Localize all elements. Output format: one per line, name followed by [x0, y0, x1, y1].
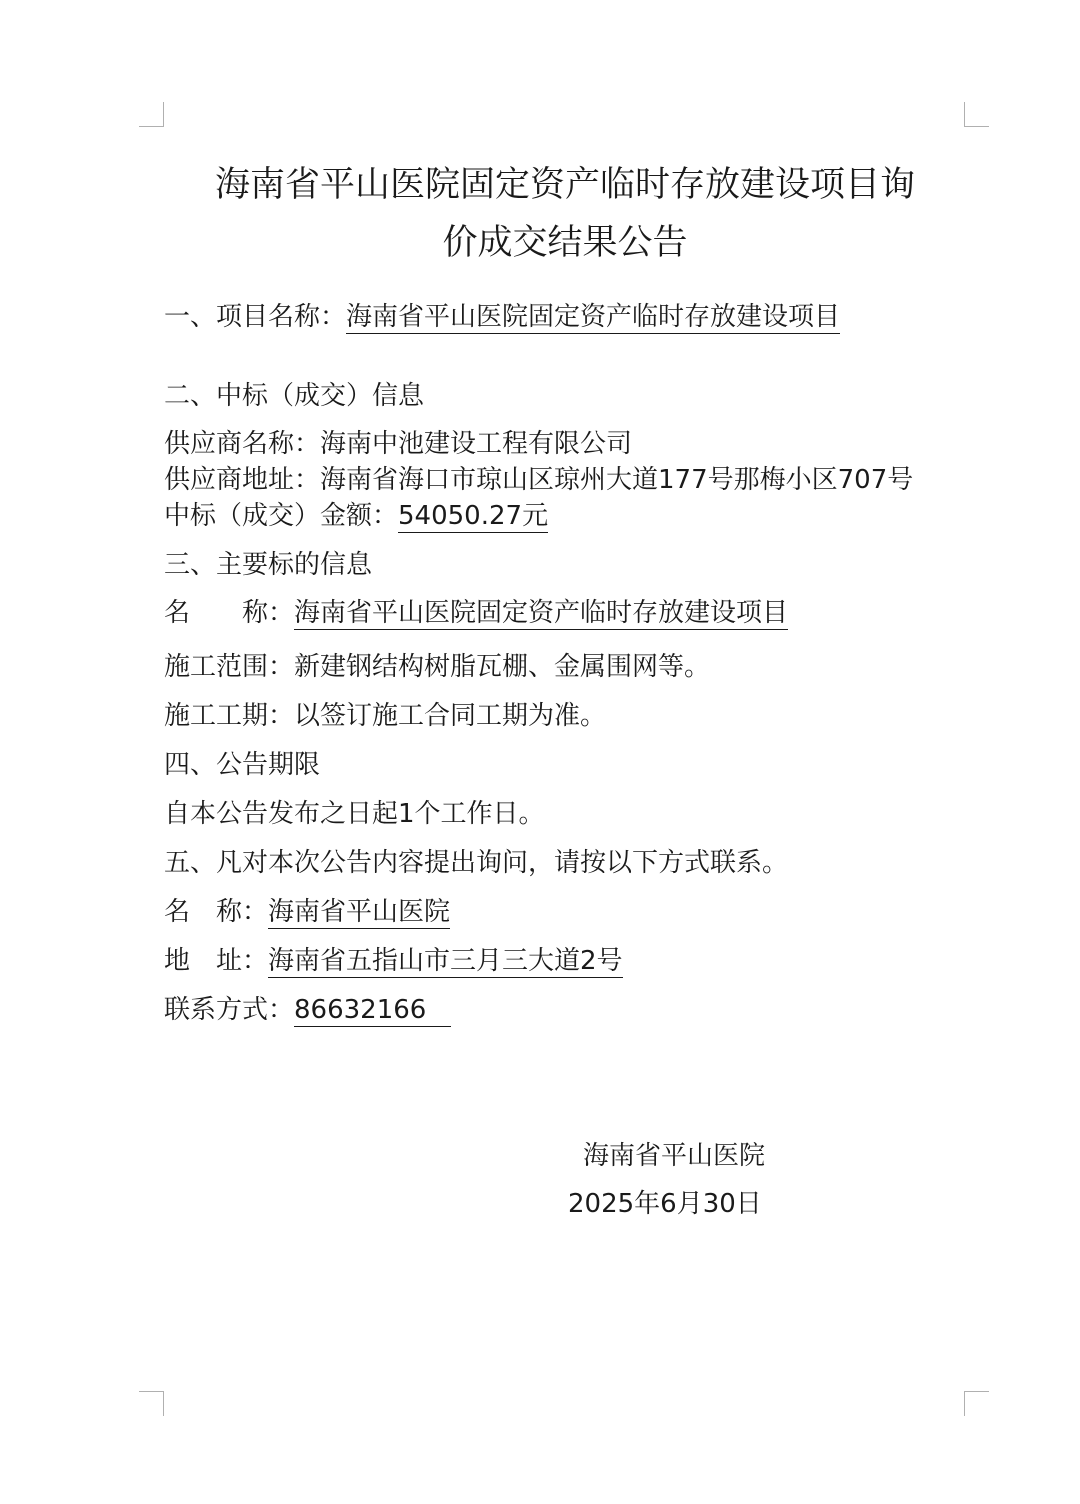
signature-date: 2025年6月30日: [568, 1189, 762, 1219]
supplier-name-value: 海南中池建设工程有限公司: [320, 429, 633, 459]
construction-period-row: [164, 700, 606, 732]
supplier-address-value: 海南省海口市琼山区琼州大道177号那梅小区707号: [320, 465, 914, 495]
contact-address-label: 地 址：: [164, 946, 269, 976]
subject-name-row: [164, 597, 788, 629]
notice-period-heading: 四、公告期限: [164, 750, 321, 780]
contact-name-row: [164, 896, 450, 928]
construction-scope-value: 新建钢结构树脂瓦棚、金属围网等。: [294, 652, 711, 682]
page-corner-mark-bottom-left: [139, 1391, 164, 1416]
construction-scope-row: [164, 651, 710, 683]
award-amount-value: 54050.27元: [398, 501, 549, 531]
page-corner-mark-top-right: [964, 102, 989, 127]
contact-name-value: 海南省平山医院: [268, 897, 451, 927]
construction-scope-label: 施工范围：: [164, 652, 295, 682]
subject-name-value: 海南省平山医院固定资产临时存放建设项目: [294, 598, 789, 628]
subject-info-heading: 三、主要标的信息: [164, 550, 373, 580]
contact-phone-row: [164, 994, 451, 1026]
project-name-row: [164, 301, 840, 333]
signature-organization: 海南省平山医院: [583, 1141, 766, 1171]
supplier-name-row: [164, 428, 632, 460]
supplier-address-label: 供应商地址：: [164, 465, 321, 495]
page-corner-mark-top-left: [139, 102, 164, 127]
supplier-name-label: 供应商名称：: [164, 429, 321, 459]
contact-phone-label: 联系方式：: [164, 995, 295, 1025]
construction-period-value: 以签订施工合同工期为准。: [294, 701, 607, 731]
supplier-address-row: [164, 464, 913, 496]
contact-address-row: [164, 945, 623, 977]
award-info-heading: 二、中标（成交）信息: [164, 381, 425, 411]
document-title-line-1: 海南省平山医院固定资产临时存放建设项目询: [214, 165, 915, 205]
inquiry-heading: 五、凡对本次公告内容提出询问，请按以下方式联系。: [164, 848, 789, 878]
award-amount-label: 中标（成交）金额：: [164, 501, 399, 531]
contact-name-label: 名 称：: [164, 897, 269, 927]
page-corner-mark-bottom-right: [964, 1391, 989, 1416]
award-amount-row: [164, 500, 548, 532]
project-name-label: 一、项目名称：: [164, 302, 347, 332]
project-name-value: 海南省平山医院固定资产临时存放建设项目: [346, 302, 841, 332]
construction-period-label: 施工工期：: [164, 701, 295, 731]
notice-period-text: 自本公告发布之日起1个工作日。: [164, 799, 545, 829]
contact-phone-value: 86632166: [294, 995, 452, 1025]
subject-name-label: 名 称：: [164, 598, 295, 628]
document-title-line-2: 价成交结果公告: [442, 223, 688, 263]
contact-address-value: 海南省五指山市三月三大道2号: [268, 946, 623, 976]
